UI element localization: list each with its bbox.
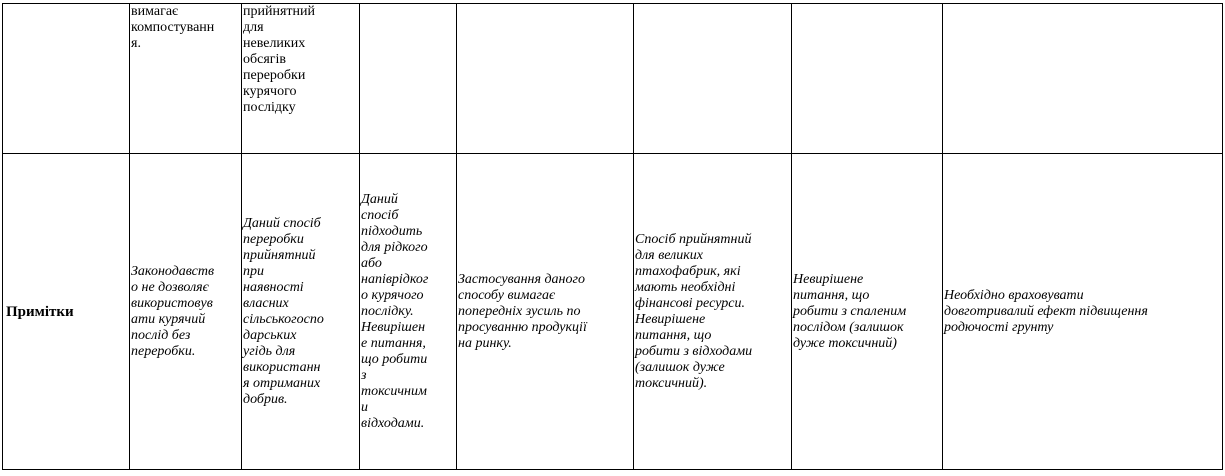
table-cell: вимагає компостуванн я.	[130, 4, 242, 154]
table-cell	[360, 4, 457, 154]
table-cell	[3, 4, 130, 154]
table-cell: Необхідно враховувати довготривалий ефект підвищення родючості грунту	[943, 154, 1223, 470]
table-row-notes	[3, 154, 1223, 470]
table-cell	[792, 4, 943, 154]
table-cell: Невирішене питання, що робити з спаленим послідом (залишок дуже токсичний)	[792, 154, 943, 470]
table-cell	[634, 4, 792, 154]
comparison-table	[2, 3, 1223, 470]
table-cell	[943, 4, 1223, 154]
table-cell: Спосіб прийнятний для великих птахофабрик, які мають необхідні фінансові ресурси. Невирішене питання, що робити з відходами (залишок дуже токсичний).	[634, 154, 792, 470]
table-cell: Законодавств о не дозволяє використовув ати курячий послід без переробки.	[130, 154, 242, 470]
row-label: Примітки	[3, 154, 130, 470]
table-cell: Даний спосіб переробки прийнятний при наявності власних сільськогоспо дарських угідь для використанн я отриманих добрив.	[242, 154, 360, 470]
table-cell: прийнятний для невеликих обсягів переробки курячого послідку	[242, 4, 360, 154]
table-cell	[457, 4, 634, 154]
table-cell: Застосування даного способу вимагає попередніх зусиль по просуванню продукції на ринку.	[457, 154, 634, 470]
table-cell: Даний спосіб підходить для рідкого або напіврідког о курячого послідку. Невирішен е питання, що робити з токсичним и відходами.	[360, 154, 457, 470]
table-row	[3, 4, 1223, 154]
